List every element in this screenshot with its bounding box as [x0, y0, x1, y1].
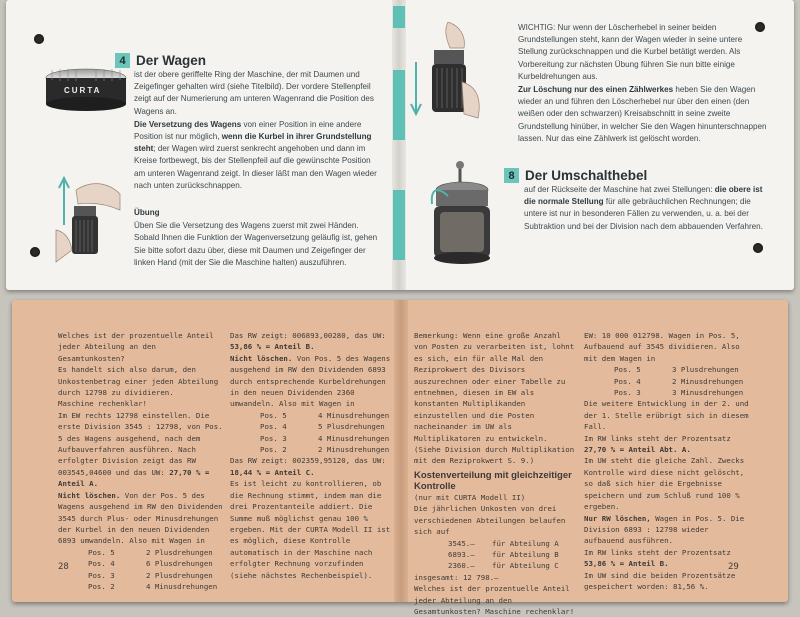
paragraph	[518, 22, 768, 83]
bottom-spine	[394, 300, 408, 602]
paragraph: Die jährlichen Unkosten von drei verschiedenen Abteilungen belaufen sich auf	[414, 504, 566, 537]
paragraph	[230, 455, 392, 478]
section-heading: Kostenverteilung mit gleichzeitiger Kontrolle	[414, 469, 572, 492]
bold-text: Nur RW löschen,	[584, 513, 651, 523]
paragraph: ist der obere geriffelte Ring der Maschine, der mit Daumen und Zeigefinger gehalten wird (siehe Titelbild). Der vordere Stellenpfeil zeigt auf der Numerierung am unteren Wagenrand die Position des Wagens an.	[134, 70, 374, 116]
list-item: Pos. 5 4 Minusdrehungen	[260, 410, 390, 420]
umschalt-text	[524, 184, 774, 234]
list-item: Pos. 4 5 Plusdrehungen	[260, 422, 385, 432]
amount-list	[414, 538, 576, 572]
curta-logo: CURTA	[64, 86, 102, 95]
section-4-heading	[115, 53, 206, 68]
page-number: 28	[58, 562, 69, 572]
list-item: Pos. 4 6 Plusdrehungen	[88, 559, 213, 569]
text: Im RW links steht der Prozentsatz	[584, 433, 731, 443]
bold-text: wenn die Kurbel in ihrer Grundstellung steht	[134, 132, 372, 154]
bold-text: Zur Löschung nur des einen Zählwerkes	[518, 85, 674, 95]
list-item: Pos. 2 2 Minusdrehungen	[260, 445, 390, 455]
total: insgesamt: 12 798.—	[414, 572, 499, 582]
paragraph	[230, 353, 392, 410]
paragraph	[518, 84, 768, 145]
teal-tab	[393, 190, 405, 260]
paragraph	[414, 330, 576, 467]
text: Von der Pos. 5 des Wagens ausgehend im RW den Dividenden 3545 durch Plus- oder Minusdrehungen der Kurbel in den neuen Dividenden 6893 umwandeln. Also mit Wagen in	[58, 490, 223, 546]
paragraph: Welches ist der prozentuelle Anteil jeder Abteilung an den Gesamtunkosten? Maschine rechenklar!	[414, 584, 575, 616]
paragraph: Im UW sind die beiden Prozentsätze gespeichert worden: 81,56 %.	[584, 570, 736, 591]
rotation-list	[584, 364, 750, 398]
list-item: 2360.— für Abteilung C	[448, 561, 559, 571]
list-item: Pos. 5 3 Plusdrehungen	[614, 365, 739, 375]
bold-text: Nicht löschen.	[230, 353, 293, 363]
list-item: Pos. 3 4 Minusdrehungen	[260, 433, 390, 443]
uebung-text	[134, 207, 380, 270]
list-item: Pos. 4 2 Minusdrehungen	[614, 376, 744, 386]
paragraph	[134, 119, 380, 192]
text: Das RW zeigt: 002359,95120, das UW:	[230, 456, 386, 466]
text: ; der Wagen wird zuerst senkrecht angehoben und dann im Kreise fortbewegt, bis der Stellenpfeil auf die gewünschte Position am unteren Wagenrand zeigt. In dieser läßt man den Wagen wieder nach unten zurückschnappen.	[134, 144, 377, 190]
paragraph: Welches ist der prozentuelle Anteil jeder Abteilung an den Gesamtunkosten?	[58, 331, 214, 363]
bold-text: die obere ist die normale Stellung	[524, 185, 763, 207]
section-subheading: (nur mit CURTA Modell II)	[414, 492, 526, 502]
binder-hole	[30, 247, 40, 257]
list-item: Pos. 3 3 Minusdrehungen	[614, 388, 744, 398]
page29-column1	[414, 330, 576, 617]
text: Das RW zeigt: 006893,00280, das UW:	[230, 331, 386, 340]
text: Nur wenn der Löscherhebel in seiner beiden Grundstellungen steht, kann der Wagen wieder in seine untere Stellung zurückschnappen und die Kurbel betätigt werden. Als Vorbereitung zur nächsten Übung führen Sie nun bitte einige Kurbeldrehungen aus.	[518, 23, 743, 81]
wagen-text	[134, 69, 380, 193]
list-item: Pos. 5 2 Plusdrehungen	[88, 547, 213, 557]
bemerkung-label: Bemerkung:	[414, 331, 459, 340]
bold-text: 53,86 % = Anteil B.	[584, 559, 669, 569]
page28-column1	[58, 330, 226, 592]
paragraph: EW: 10 000 012798. Wagen in Pos. 5, Aufbauend auf 3545 dividieren. Also mit dem Wagen in	[584, 331, 740, 363]
rotation-list	[58, 547, 226, 593]
top-booklet	[6, 0, 794, 290]
list-item: 6893.— für Abteilung B	[448, 549, 559, 559]
bold-text: 27,70 % = Anteil Abt. A.	[584, 445, 691, 455]
binder-hole	[34, 34, 44, 44]
text: von einer Position in eine andere Position ist nur möglich,	[134, 119, 362, 142]
bottom-booklet	[12, 300, 788, 616]
paragraph: Es handelt sich also darum, den Unkostenbetrag einer jeden Abteilung durch 12798 zu dividieren.	[58, 365, 219, 398]
section-title: Der Wagen	[136, 53, 207, 68]
text: für alle gebräuchlichen Rechnungen; die untere ist nur in besonderen Fällen zu verwenden, u. a. bei der Subtraktion und bei der Division nach dem abbauenden Verfahren.	[524, 197, 763, 231]
bold-text: 53,86 % = Anteil B.	[230, 342, 315, 352]
hand-machine-illustration	[46, 170, 124, 266]
text: Im RW links steht der Prozentsatz	[584, 547, 731, 557]
section-number-badge: 8	[504, 168, 519, 183]
bold-text: Die Versetzung des Wagens	[134, 119, 242, 129]
uebung-title: Übung	[134, 208, 160, 217]
text: heben Sie den Wagen wieder an und führen den Löscherhebel nur über den einen (den weißen oder den schwarzen) Kreisabschnitt in seine zweite Grundstellung hinüber, in welcher Sie den Wagen hinunterschnappen lassen. Nur das eine Zählwerk ist gelöscht worden.	[518, 85, 767, 143]
section-title: Der Umschalthebel	[525, 168, 648, 183]
paragraph	[584, 513, 750, 547]
paragraph: Es ist leicht zu kontrollieren, ob die Rechnung stimmt, indem man die drei Prozentanteile addiert. Die Summe muß möglichst genau 100 % ergeben. Mit der CURTA Modell II ist es möglich, diese Kontrolle automatisch in der Maschine nach erfolgter Rechnung vorzufinden (siehe nächstes Rechenbeispiel).	[230, 479, 391, 580]
wichtig-text	[518, 22, 768, 146]
paragraph: Maschine rechenklar!	[58, 399, 147, 409]
paragraph	[524, 184, 774, 233]
paragraph	[584, 433, 750, 456]
teal-tab	[393, 6, 405, 28]
paragraph	[58, 410, 226, 490]
section-8-heading	[504, 168, 647, 183]
paragraph: Im UW steht die gleiche Zahl. Zwecks Kontrolle wird diese nicht gelöscht, so daß sich hier die Ergebnisse speichern und zum Schluß rund 100 % ergeben.	[584, 456, 745, 512]
page28-column2	[230, 330, 392, 581]
bold-text: 27,70 % = Anteil A.	[58, 467, 210, 489]
text: Wagen in Pos. 5. Die Division 6893 : 12798 wieder aufbauend ausführen.	[584, 513, 745, 546]
wichtig-label: WICHTIG:	[518, 23, 556, 32]
list-item: Pos. 3 2 Plusdrehungen	[88, 570, 213, 580]
section-number-badge: 4	[115, 53, 130, 68]
text: Von Pos. 5 des Wagens ausgehend im RW den Dividenden 6893 durch entsprechende Kurbeldrehungen in den neuen Dividenden 2360 umwandeln. Also mit Wagen in	[230, 353, 391, 409]
paragraph: Die weitere Entwicklung in der 2. und der 1. Stelle erübrigt sich in diesem Fall.	[584, 399, 749, 432]
teal-tab	[393, 70, 405, 140]
text: auf der Rückseite der Maschine hat zwei Stellungen:	[524, 185, 715, 194]
page29-column2	[584, 330, 750, 592]
bold-text: Nicht löschen.	[58, 490, 121, 500]
hand-crank-illustration	[406, 22, 486, 132]
rotation-list	[230, 410, 392, 456]
text: Wenn eine große Anzahl von Posten zu verarbeiten ist, lohnt es sich, ein für alle Mal den Reziprokwert des Divisors auszurechnen oder einer Tabelle zu entnehmen, diesen im EW als konstanten Multiplikanden einzustellen und die Posten nacheinander im UW als Multiplikatoren zu entwickeln. (Siehe Division durch Multiplikation mit dem Reziprokwert S. 9.)	[414, 331, 575, 466]
page-number: 29	[728, 562, 739, 572]
paragraph: Üben Sie die Versetzung des Wagens zuerst mit zwei Händen. Sobald Ihnen die Funktion der Wagenversetzung geläufig ist, gehen Sie bitte sofort dazu über, diese mit Daumen und Zeigefinger der linken Hand (mit der Sie die Maschine halten) auszuführen.	[134, 221, 378, 267]
list-item: Pos. 2 4 Minusdrehungen	[88, 581, 218, 591]
bold-text: 18,44 % = Anteil C.	[230, 467, 315, 477]
binder-hole	[753, 243, 763, 253]
machine-rear-illustration	[424, 160, 502, 270]
list-item: 3545.— für Abteilung A	[448, 538, 559, 548]
paragraph	[58, 490, 226, 547]
paragraph	[230, 330, 392, 353]
paragraph	[584, 547, 750, 570]
text: Im EW rechts 12798 einstellen. Die erste Division 3545 : 12798, von Pos. 5 des Wagens ausgehend, nach dem Aufbauverfahren ausführen. Nach erfolgter Division zeigt das RW 003545,04600 und das UW:	[58, 410, 223, 477]
